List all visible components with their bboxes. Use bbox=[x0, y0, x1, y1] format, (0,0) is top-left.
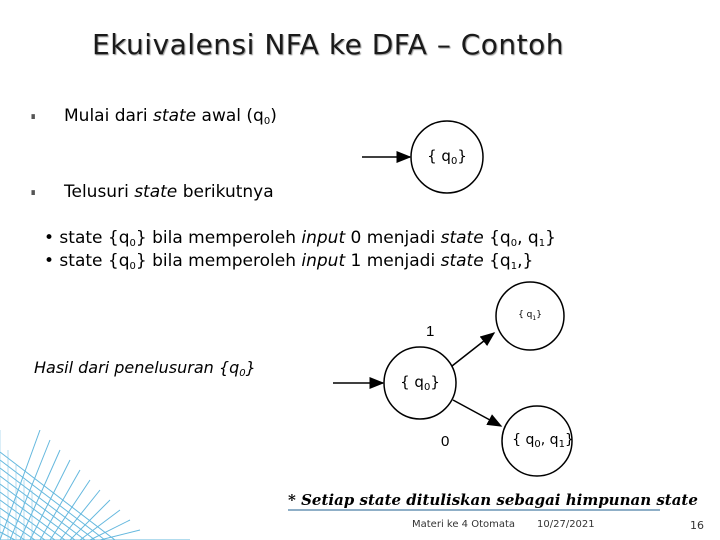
bullet-start-state: ∎ Mulai dari state awal $(q_0)$ bbox=[30, 106, 277, 127]
note-text: * Setiap state dituliskan sebagai himpunan state bbox=[288, 491, 698, 509]
transition-line-input-0: • state $\{q_0\}$ bila memperoleh input 0 menjadi state {$q_0$, $q_1$} bbox=[44, 228, 556, 249]
state-label-q0q1: { $q_0$, $q_1$} bbox=[512, 432, 574, 450]
bullet-next-state: ∎ Telusuri state berikutnya bbox=[30, 182, 274, 202]
state-label-q1: { $q_1$} bbox=[518, 310, 542, 322]
edge-label-0: 0 bbox=[441, 433, 450, 450]
state-label-q0-top: { $q_0$} bbox=[427, 147, 467, 167]
slide-title: Ekuivalensi NFA ke DFA – Contoh bbox=[92, 28, 565, 61]
state-label-q0: { $q_0$} bbox=[400, 373, 440, 393]
transition-line-input-1: • state $\{q_0\}$ bila memperoleh input 1 menjadi state $\{q_1,\}$ bbox=[44, 251, 534, 272]
footer-page-number: 16 bbox=[690, 519, 704, 532]
footer-course: Materi ke 4 Otomata bbox=[412, 519, 516, 530]
edge-q0-q0q1 bbox=[453, 400, 501, 426]
bullet-icon: ∎ bbox=[30, 110, 37, 122]
edge-q0-q1 bbox=[452, 333, 494, 366]
result-caption: Hasil dari penelusuran $\{q_0\}$ bbox=[34, 358, 256, 379]
footer-date: 10/27/2021 bbox=[537, 519, 595, 530]
edge-label-1: 1 bbox=[426, 323, 435, 340]
bullet-icon: ∎ bbox=[30, 186, 37, 198]
